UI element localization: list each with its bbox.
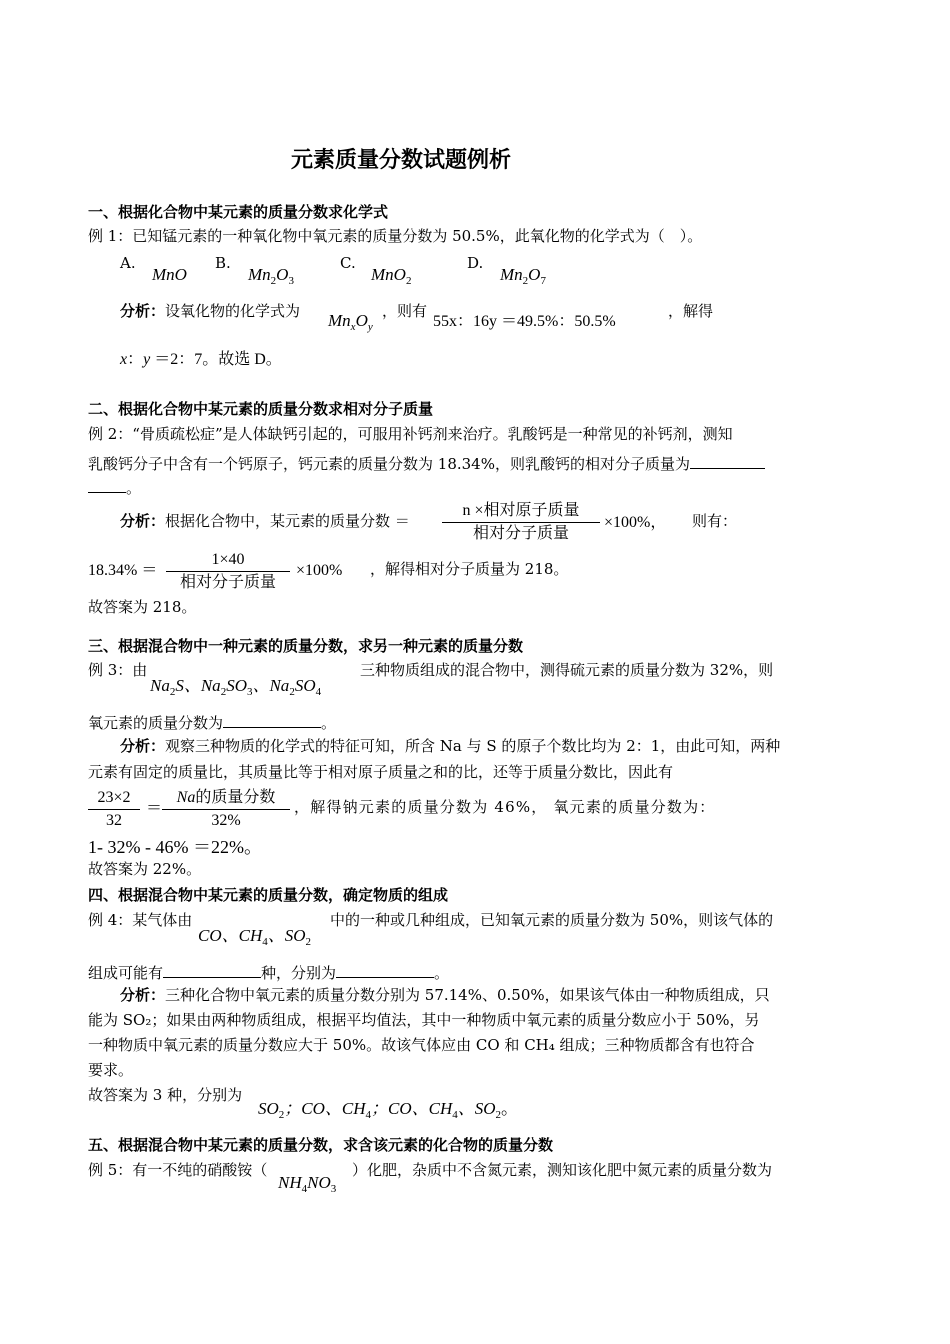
section-3-heading: 三、根据混合物中一种元素的质量分数，求另一种元素的质量分数 (88, 637, 524, 655)
analysis-2-rest: ×100% (296, 562, 343, 579)
option-b-formula: $Mn_2O_3$ (248, 265, 294, 287)
option-a-formula: MnO (152, 265, 187, 284)
option-d-formula: $Mn_2O_7$ (500, 265, 546, 287)
answer-blank-list (336, 963, 434, 978)
analysis-3-line-2: 元素有固定的质量比，其质量比等于相对原子质量之和的比，还等于质量分数比，因此有 (88, 763, 674, 781)
example-3-post: 三种物质组成的混合物中，测得硫元素的质量分数为 32%，则 (360, 661, 774, 679)
analysis-1-line-1: 分析：设氧化物的化学式为 (120, 302, 301, 320)
example-5-post: ）化肥，杂质中不含氮元素，测知该化肥中氮元素的质量分数为 (352, 1161, 773, 1179)
section-4-heading: 四、根据混合物中某元素的质量分数，确定物质的组成 (88, 886, 449, 904)
example-1-question: 例 1：已知锰元素的一种氧化物中氧元素的质量分数为 50.5%，此氧化物的化学式为（ ）。 (88, 227, 703, 245)
example-4-line-2: 组成可能有 种，分别为 。 (88, 964, 450, 982)
answer-blank-cont (88, 478, 126, 493)
analysis-1-ratio: x：y ＝2：7。故选 D。 (120, 351, 282, 368)
section-2-heading: 二、根据化合物中某元素的质量分数求相对分子质量 (88, 400, 434, 418)
ratio-fraction-1: 23×2 32 (88, 790, 140, 829)
option-c-label: C. (340, 254, 356, 272)
example-4-post: 中的一种或几种组成，已知氧元素的质量分数为 50%，则该气体的 (330, 911, 774, 929)
analysis-2-line-1: 分析：根据化合物中，某元素的质量分数 ＝ (120, 512, 410, 530)
example-2-line-1: 例 2：“骨质疏松症”是人体缺钙引起的，可服用补钙剂来治疗。乳酸钙是一种常见的补钙剂，测知 (88, 425, 733, 443)
example-3-line-2: 氧元素的质量分数为 。 (88, 714, 337, 732)
answer-2: 故答案为 218。 (88, 598, 197, 616)
ratio-fraction-2: Na的质量分数 32% (162, 790, 290, 829)
example-5-formula: $NH_4NO_3$ (278, 1173, 337, 1195)
answer-blank-count (163, 963, 261, 978)
analysis-4-line-3: 一种物质中氧元素的质量分数应大于 50%。故该气体应由 CO 和 CH₄ 组成；三种物质都含有也符合 (88, 1036, 755, 1054)
mass-fraction-formula: n ×相对原子质量 相对分子质量 (442, 503, 600, 542)
section-1-heading: 一、根据化合物中某元素的质量分数求化学式 (88, 203, 389, 221)
option-a-label: A. (120, 254, 136, 272)
example-2-line-3: 。 (88, 478, 141, 496)
analysis-1-solve: ，解得 (668, 302, 714, 320)
analysis-1-equation: 55x：16y ＝49.5%：50.5% (433, 313, 616, 330)
equals-sign: ＝ (146, 800, 163, 817)
analysis-2-result: ，解得相对分子质量为 218。 (370, 560, 569, 578)
formula-mnxoy: $Mn_xO_y$ (328, 311, 373, 333)
analysis-3-line-1: 分析：观察三种物质的化学式的特征可知，所含 Na 与 S 的原子个数比均为 2：1，由此可知，两种 (120, 737, 781, 755)
example-3-formulas: $Na_2S$、$Na_2SO_3$、$Na_2SO_4$ (150, 676, 322, 698)
answer-blank (690, 454, 765, 469)
analysis-4-line-4: 要求。 (88, 1061, 134, 1079)
analysis-2-pct: ×100%， (604, 514, 667, 531)
analysis-4-line-2: 能为 SO₂；如果由两种物质组成，根据平均值法，其中一种物质中氧元素的质量分数应小于 50%，另 (88, 1011, 760, 1029)
analysis-2-then: 则有： (692, 512, 738, 530)
example-3-pre: 例 3：由 (88, 661, 148, 679)
option-d-label: D. (467, 254, 484, 272)
page-title: 元素质量分数试题例析 (291, 147, 512, 173)
answer-3: 故答案为 22%。 (88, 860, 202, 878)
example-4-pre: 例 4：某气体由 (88, 911, 193, 929)
analysis-2-lhs: 18.34% ＝ (88, 562, 158, 579)
answer-4-formulas: $SO_2$；CO、$CH_4$；CO、$CH_4$、$SO_2$。 (258, 1099, 519, 1121)
analysis-2-fraction: 1×40 相对分子质量 (166, 552, 290, 591)
analysis-3-calc: 1- 32% - 46% ＝22%。 (88, 837, 262, 857)
answer-4-pre: 故答案为 3 种，分别为 (88, 1086, 243, 1104)
option-b-label: B. (215, 254, 231, 272)
option-c-formula: MnO$_2$ (371, 265, 412, 287)
analysis-3-line-3: ，解得钠元素的质量分数为 46%， 氧元素的质量分数为： (294, 798, 716, 816)
analysis-4-line-1: 分析：三种化合物中氧元素的质量分数分别为 57.14%、0.50%，如果该气体由一种物质组成，只 (120, 986, 770, 1004)
section-5-heading: 五、根据混合物中某元素的质量分数，求含该元素的化合物的质量分数 (88, 1136, 554, 1154)
answer-blank (223, 713, 321, 728)
example-5-pre: 例 5：有一不纯的硝酸铵（ (88, 1161, 268, 1179)
example-4-formulas: CO、$CH_4$、$SO_2$ (198, 926, 312, 948)
analysis-1-then: ，则有 (382, 302, 428, 320)
example-2-line-2: 乳酸钙分子中含有一个钙原子，钙元素的质量分数为 18.34%，则乳酸钙的相对分子质量为 (88, 454, 765, 472)
